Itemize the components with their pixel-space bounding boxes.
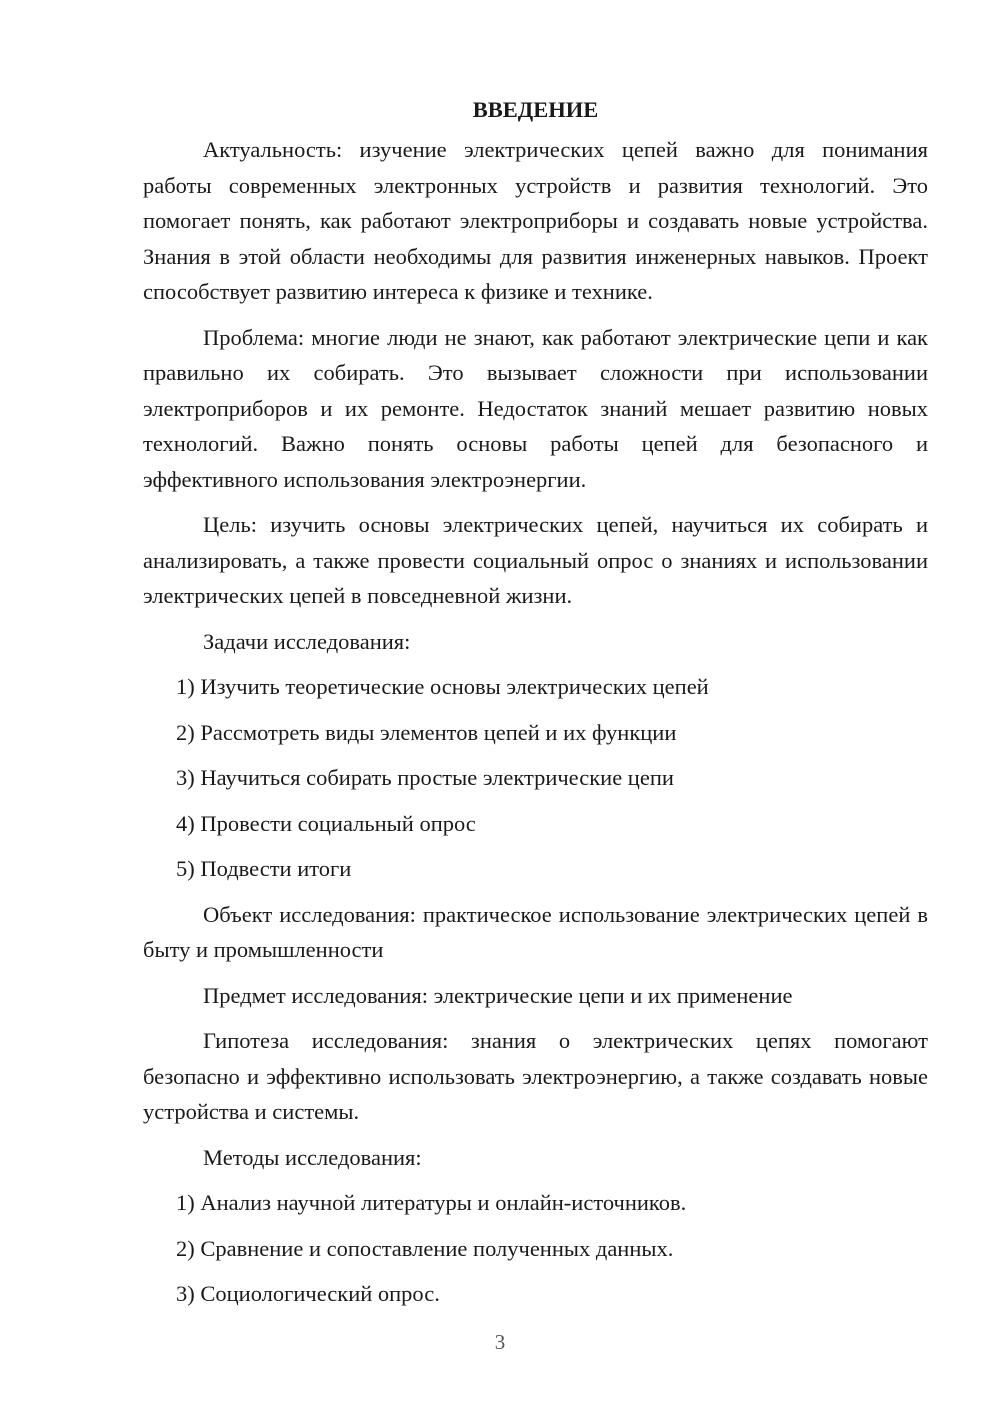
methods-heading: Методы исследования: bbox=[203, 1144, 422, 1170]
list-item: 4) Провести социальный опрос bbox=[176, 810, 476, 836]
relevance-paragraph: Актуальность: изучение электрических цепей важно для понимания работы современных электронных устройств и развития технологий. Это помогает понять, как работают электроприборы и создавать новые устройства. Знания в этой области необходимы для развития инженерных навыков. Проект способствует развитию интереса к физике и технике. bbox=[143, 137, 928, 304]
list-item: 5) Подвести итоги bbox=[176, 856, 352, 881]
page-number: 3 bbox=[494, 1330, 506, 1354]
goal-paragraph: Цель: изучить основы электрических цепей, научиться их собирать и анализировать, а также провести социальный опрос о знаниях и использовании электрических цепей в повседневной жизни. bbox=[143, 512, 928, 608]
list-item: 3) Социологический опрос. bbox=[176, 1281, 440, 1306]
list-item: 1) Изучить теоретические основы электрических цепей bbox=[176, 674, 709, 699]
list-item: 3) Научиться собирать простые электрические цепи bbox=[176, 765, 674, 790]
page-title: ВВЕДЕНИЕ bbox=[472, 97, 599, 122]
document-page bbox=[143, 92, 928, 1322]
list-item: 2) Рассмотреть виды элементов цепей и их функции bbox=[176, 719, 677, 745]
tasks-heading: Задачи исследования: bbox=[203, 628, 411, 654]
hypothesis-paragraph: Гипотеза исследования: знания о электрических цепях помогают безопасно и эффективно использовать электроэнергию, а также создавать новые устройства и системы. bbox=[143, 1028, 928, 1124]
problem-paragraph: Проблема: многие люди не знают, как работают электрические цепи и как правильно их собирать. Это вызывает сложности при использовании электроприборов и их ремонте. Недостаток знаний мешает развитию новых технологий. Важно понять основы работы цепей для безопасного и эффективного использования электроэнергии. bbox=[143, 324, 928, 492]
subject-paragraph: Предмет исследования: электрические цепи и их применение bbox=[203, 982, 793, 1008]
list-item: 2) Сравнение и сопоставление полученных данных. bbox=[176, 1235, 674, 1261]
methods-list bbox=[143, 1185, 928, 1312]
list-item: 1) Анализ научной литературы и онлайн-источников. bbox=[176, 1190, 687, 1215]
object-paragraph: Объект исследования: практическое использование электрических цепей в быту и промышленности bbox=[143, 901, 928, 962]
tasks-list bbox=[143, 669, 928, 887]
